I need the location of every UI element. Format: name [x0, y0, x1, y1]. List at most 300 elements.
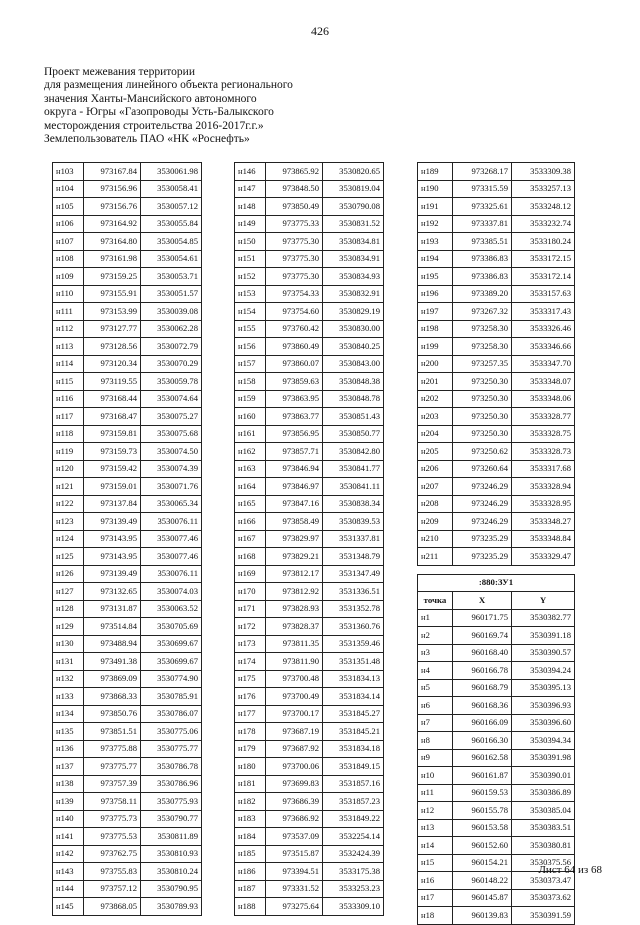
point-id-cell: н171 — [235, 600, 266, 618]
y-coordinate-cell: 3531348.79 — [323, 548, 384, 566]
column-header-point: точка — [418, 592, 453, 610]
point-id-cell: н159 — [235, 390, 266, 408]
table-row — [235, 600, 384, 618]
table-row — [418, 390, 575, 408]
table-row — [235, 180, 384, 198]
x-coordinate-cell: 960168.40 — [453, 644, 512, 662]
point-id-cell: н4 — [418, 662, 453, 680]
table-row — [235, 233, 384, 251]
y-coordinate-cell: 3533326.46 — [512, 320, 575, 338]
table-row — [235, 688, 384, 706]
table-row — [235, 495, 384, 513]
y-coordinate-cell: 3533348.84 — [512, 530, 575, 548]
x-coordinate-cell: 973156.76 — [84, 198, 141, 216]
x-coordinate-cell: 973762.75 — [84, 845, 141, 863]
point-id-cell: н121 — [53, 478, 84, 496]
x-coordinate-cell: 973235.29 — [453, 530, 512, 548]
x-coordinate-cell: 973775.77 — [84, 758, 141, 776]
point-id-cell: н110 — [53, 285, 84, 303]
y-coordinate-cell: 3533157.63 — [512, 285, 575, 303]
point-id-cell: н190 — [418, 180, 453, 198]
table-row — [418, 425, 575, 443]
y-coordinate-cell: 3533328.75 — [512, 425, 575, 443]
x-coordinate-cell: 973514.84 — [84, 618, 141, 636]
point-id-cell: н128 — [53, 600, 84, 618]
y-coordinate-cell: 3530054.61 — [141, 250, 202, 268]
table-row — [235, 670, 384, 688]
x-coordinate-cell: 960168.79 — [453, 679, 512, 697]
x-coordinate-cell: 973119.55 — [84, 373, 141, 391]
point-id-cell: н131 — [53, 653, 84, 671]
x-coordinate-cell: 973775.30 — [266, 250, 323, 268]
x-coordinate-cell: 973394.51 — [266, 863, 323, 881]
point-id-cell: н148 — [235, 198, 266, 216]
y-coordinate-cell: 3530391.98 — [512, 749, 575, 767]
point-id-cell: н172 — [235, 618, 266, 636]
y-coordinate-cell: 3530063.52 — [141, 600, 202, 618]
point-id-cell: н187 — [235, 880, 266, 898]
y-coordinate-cell: 3531359.46 — [323, 635, 384, 653]
x-coordinate-cell: 973325.61 — [453, 198, 512, 216]
table-row — [235, 635, 384, 653]
y-coordinate-cell: 3533328.95 — [512, 495, 575, 513]
y-coordinate-cell: 3530705.69 — [141, 618, 202, 636]
point-id-cell: н18 — [418, 907, 453, 925]
point-id-cell: н147 — [235, 180, 266, 198]
point-id-cell: н151 — [235, 250, 266, 268]
y-coordinate-cell: 3530055.84 — [141, 215, 202, 233]
table-row — [53, 723, 202, 741]
y-coordinate-cell: 3530834.93 — [323, 268, 384, 286]
point-id-cell: н162 — [235, 443, 266, 461]
table-row — [53, 688, 202, 706]
x-coordinate-cell: 960162.58 — [453, 749, 512, 767]
x-coordinate-cell: 973757.12 — [84, 880, 141, 898]
point-id-cell: н184 — [235, 828, 266, 846]
x-coordinate-cell: 973268.17 — [453, 163, 512, 181]
y-coordinate-cell: 3530832.91 — [323, 285, 384, 303]
point-id-cell: н163 — [235, 460, 266, 478]
point-id-cell: н175 — [235, 670, 266, 688]
table-row — [418, 495, 575, 513]
table-row — [418, 215, 575, 233]
x-coordinate-cell: 960168.36 — [453, 697, 512, 715]
header-line: месторождения строительства 2016-2017г.г.» — [44, 119, 264, 132]
point-id-cell: н186 — [235, 863, 266, 881]
point-id-cell: н154 — [235, 303, 266, 321]
x-coordinate-cell: 973250.30 — [453, 373, 512, 391]
table-row — [235, 530, 384, 548]
point-id-cell: н108 — [53, 250, 84, 268]
x-coordinate-cell: 973700.48 — [266, 670, 323, 688]
y-coordinate-cell: 3530074.50 — [141, 443, 202, 461]
table-row — [418, 819, 575, 837]
point-id-cell: н138 — [53, 775, 84, 793]
y-coordinate-cell: 3530848.38 — [323, 373, 384, 391]
x-coordinate-cell: 973164.80 — [84, 233, 141, 251]
point-id-cell: н9 — [418, 749, 453, 767]
y-coordinate-cell: 3530076.11 — [141, 513, 202, 531]
table-row — [53, 583, 202, 601]
point-id-cell: н104 — [53, 180, 84, 198]
point-id-cell: н174 — [235, 653, 266, 671]
y-coordinate-cell: 3530386.89 — [512, 784, 575, 802]
table-row — [418, 513, 575, 531]
y-coordinate-cell: 3530786.07 — [141, 705, 202, 723]
point-id-cell: н161 — [235, 425, 266, 443]
point-id-cell: н164 — [235, 478, 266, 496]
x-coordinate-cell: 973850.76 — [84, 705, 141, 723]
x-coordinate-cell: 973775.88 — [84, 740, 141, 758]
table-row — [53, 460, 202, 478]
y-coordinate-cell: 3530075.27 — [141, 408, 202, 426]
x-coordinate-cell: 973846.97 — [266, 478, 323, 496]
x-coordinate-cell: 973859.63 — [266, 373, 323, 391]
point-id-cell: н144 — [53, 880, 84, 898]
x-coordinate-cell: 973235.29 — [453, 548, 512, 566]
y-coordinate-cell: 3530831.52 — [323, 215, 384, 233]
y-coordinate-cell: 3533317.43 — [512, 303, 575, 321]
table-row — [235, 303, 384, 321]
x-coordinate-cell: 973153.99 — [84, 303, 141, 321]
x-coordinate-cell: 973847.16 — [266, 495, 323, 513]
table-row — [235, 863, 384, 881]
point-id-cell: н137 — [53, 758, 84, 776]
y-coordinate-cell: 3530838.34 — [323, 495, 384, 513]
x-coordinate-cell: 960169.74 — [453, 627, 512, 645]
point-id-cell: н124 — [53, 530, 84, 548]
point-id-cell: н176 — [235, 688, 266, 706]
x-coordinate-cell: 973856.95 — [266, 425, 323, 443]
point-id-cell: н3 — [418, 644, 453, 662]
y-coordinate-cell: 3530074.39 — [141, 460, 202, 478]
x-coordinate-cell: 960166.30 — [453, 732, 512, 750]
x-coordinate-cell: 973775.30 — [266, 233, 323, 251]
table-row — [53, 600, 202, 618]
point-id-cell: н200 — [418, 355, 453, 373]
table-row — [235, 443, 384, 461]
x-coordinate-cell: 973850.49 — [266, 198, 323, 216]
x-coordinate-cell: 973775.33 — [266, 215, 323, 233]
table-row — [235, 478, 384, 496]
x-coordinate-cell: 973127.77 — [84, 320, 141, 338]
point-id-cell: н5 — [418, 679, 453, 697]
table-row — [53, 548, 202, 566]
y-coordinate-cell: 3530396.93 — [512, 697, 575, 715]
x-coordinate-cell: 973159.01 — [84, 478, 141, 496]
x-coordinate-cell: 960161.87 — [453, 767, 512, 785]
table-row — [53, 303, 202, 321]
x-coordinate-cell: 973246.29 — [453, 495, 512, 513]
point-id-cell: н106 — [53, 215, 84, 233]
y-coordinate-cell: 3530383.51 — [512, 819, 575, 837]
y-coordinate-cell: 3530396.60 — [512, 714, 575, 732]
x-coordinate-cell: 973246.29 — [453, 513, 512, 531]
table-row — [53, 635, 202, 653]
point-id-cell: н122 — [53, 495, 84, 513]
y-coordinate-cell: 3530775.06 — [141, 723, 202, 741]
table-row — [235, 845, 384, 863]
table-row — [418, 250, 575, 268]
x-coordinate-cell: 973167.84 — [84, 163, 141, 181]
y-coordinate-cell: 3531337.81 — [323, 530, 384, 548]
point-id-cell: н195 — [418, 268, 453, 286]
table-row — [53, 828, 202, 846]
point-id-cell: н153 — [235, 285, 266, 303]
point-id-cell: н198 — [418, 320, 453, 338]
point-id-cell: н168 — [235, 548, 266, 566]
x-coordinate-cell: 973155.91 — [84, 285, 141, 303]
y-coordinate-cell: 3530774.90 — [141, 670, 202, 688]
y-coordinate-cell: 3530382.77 — [512, 609, 575, 627]
y-coordinate-cell: 3530070.29 — [141, 355, 202, 373]
y-coordinate-cell: 3530842.80 — [323, 443, 384, 461]
table-row — [418, 802, 575, 820]
y-coordinate-cell: 3533253.23 — [323, 880, 384, 898]
x-coordinate-cell: 960152.60 — [453, 837, 512, 855]
point-id-cell: н205 — [418, 443, 453, 461]
point-id-cell: н145 — [53, 898, 84, 916]
y-coordinate-cell: 3530810.93 — [141, 845, 202, 863]
y-coordinate-cell: 3531352.78 — [323, 600, 384, 618]
y-coordinate-cell: 3531857.23 — [323, 793, 384, 811]
point-id-cell: н181 — [235, 775, 266, 793]
table-row — [235, 618, 384, 636]
table-row — [53, 845, 202, 863]
table-row — [53, 565, 202, 583]
table-row — [235, 285, 384, 303]
y-coordinate-cell: 3530820.65 — [323, 163, 384, 181]
point-id-cell: н103 — [53, 163, 84, 181]
point-id-cell: н119 — [53, 443, 84, 461]
y-coordinate-cell: 3531351.48 — [323, 653, 384, 671]
point-id-cell: н136 — [53, 740, 84, 758]
y-coordinate-cell: 3533328.94 — [512, 478, 575, 496]
point-id-cell: н157 — [235, 355, 266, 373]
x-coordinate-cell: 973137.84 — [84, 495, 141, 513]
table-row — [53, 530, 202, 548]
y-coordinate-cell: 3531849.15 — [323, 758, 384, 776]
table-row — [418, 697, 575, 715]
table-row — [53, 250, 202, 268]
table-row — [418, 180, 575, 198]
table-row — [53, 705, 202, 723]
y-coordinate-cell: 3530380.81 — [512, 837, 575, 855]
y-coordinate-cell: 3530786.78 — [141, 758, 202, 776]
point-id-cell: н2 — [418, 627, 453, 645]
y-coordinate-cell: 3533328.77 — [512, 408, 575, 426]
table-row — [235, 390, 384, 408]
point-id-cell: н211 — [418, 548, 453, 566]
point-id-cell: н196 — [418, 285, 453, 303]
x-coordinate-cell: 973143.95 — [84, 530, 141, 548]
y-coordinate-cell: 3531845.27 — [323, 705, 384, 723]
point-id-cell: н113 — [53, 338, 84, 356]
y-coordinate-cell: 3530053.71 — [141, 268, 202, 286]
table-row — [53, 233, 202, 251]
x-coordinate-cell: 973159.73 — [84, 443, 141, 461]
x-coordinate-cell: 973829.21 — [266, 548, 323, 566]
x-coordinate-cell: 973250.30 — [453, 408, 512, 426]
point-id-cell: н120 — [53, 460, 84, 478]
x-coordinate-cell: 973515.87 — [266, 845, 323, 863]
table-row — [418, 784, 575, 802]
point-id-cell: н8 — [418, 732, 453, 750]
section-title: :880:ЗУ1 — [418, 574, 575, 592]
column-header-y: Y — [512, 592, 575, 610]
y-coordinate-cell: 3530841.77 — [323, 460, 384, 478]
y-coordinate-cell: 3533347.70 — [512, 355, 575, 373]
table-row — [418, 320, 575, 338]
coordinates-table-column-3 — [417, 162, 575, 925]
x-coordinate-cell: 973389.20 — [453, 285, 512, 303]
y-coordinate-cell: 3530785.91 — [141, 688, 202, 706]
table-row — [53, 478, 202, 496]
table-row — [53, 740, 202, 758]
x-coordinate-cell: 973250.62 — [453, 443, 512, 461]
x-coordinate-cell: 960154.21 — [453, 854, 512, 872]
table-row — [53, 653, 202, 671]
point-id-cell: н165 — [235, 495, 266, 513]
y-coordinate-cell: 3530065.34 — [141, 495, 202, 513]
y-coordinate-cell: 3533309.38 — [512, 163, 575, 181]
point-id-cell: н166 — [235, 513, 266, 531]
point-id-cell: н167 — [235, 530, 266, 548]
y-coordinate-cell: 3530775.77 — [141, 740, 202, 758]
table-row — [235, 705, 384, 723]
y-coordinate-cell: 3531845.21 — [323, 723, 384, 741]
point-id-cell: н170 — [235, 583, 266, 601]
table-row — [235, 373, 384, 391]
table-row — [53, 443, 202, 461]
y-coordinate-cell: 3533348.07 — [512, 373, 575, 391]
y-coordinate-cell: 3531849.22 — [323, 810, 384, 828]
table-row — [418, 285, 575, 303]
y-coordinate-cell: 3530373.62 — [512, 889, 575, 907]
table-row — [53, 198, 202, 216]
y-coordinate-cell: 3530811.89 — [141, 828, 202, 846]
y-coordinate-cell: 3530830.00 — [323, 320, 384, 338]
table-row — [418, 679, 575, 697]
x-coordinate-cell: 973857.71 — [266, 443, 323, 461]
x-coordinate-cell: 973757.39 — [84, 775, 141, 793]
table-row — [235, 583, 384, 601]
point-id-cell: н191 — [418, 198, 453, 216]
table-row — [235, 215, 384, 233]
point-id-cell: н11 — [418, 784, 453, 802]
x-coordinate-cell: 973869.09 — [84, 670, 141, 688]
point-id-cell: н112 — [53, 320, 84, 338]
point-id-cell: н6 — [418, 697, 453, 715]
table-row — [53, 163, 202, 181]
point-id-cell: н140 — [53, 810, 84, 828]
y-coordinate-cell: 3533329.47 — [512, 548, 575, 566]
table-row — [235, 513, 384, 531]
point-id-cell: н206 — [418, 460, 453, 478]
table-row — [418, 530, 575, 548]
x-coordinate-cell: 973687.92 — [266, 740, 323, 758]
x-coordinate-cell: 973754.60 — [266, 303, 323, 321]
point-id-cell: н115 — [53, 373, 84, 391]
point-id-cell: н126 — [53, 565, 84, 583]
y-coordinate-cell: 3530391.59 — [512, 907, 575, 925]
table-row — [53, 320, 202, 338]
x-coordinate-cell: 973260.64 — [453, 460, 512, 478]
point-id-cell: н14 — [418, 837, 453, 855]
point-id-cell: н150 — [235, 233, 266, 251]
x-coordinate-cell: 960171.75 — [453, 609, 512, 627]
point-id-cell: н208 — [418, 495, 453, 513]
table-row — [418, 714, 575, 732]
y-coordinate-cell: 3532254.14 — [323, 828, 384, 846]
point-id-cell: н203 — [418, 408, 453, 426]
table-row — [235, 758, 384, 776]
table-row — [53, 338, 202, 356]
y-coordinate-cell: 3530062.28 — [141, 320, 202, 338]
point-id-cell: н125 — [53, 548, 84, 566]
y-coordinate-cell: 3530391.18 — [512, 627, 575, 645]
table-row — [53, 670, 202, 688]
point-id-cell: н158 — [235, 373, 266, 391]
point-id-cell: н107 — [53, 233, 84, 251]
x-coordinate-cell: 973846.94 — [266, 460, 323, 478]
point-id-cell: н193 — [418, 233, 453, 251]
y-coordinate-cell: 3533348.06 — [512, 390, 575, 408]
x-coordinate-cell: 973159.81 — [84, 425, 141, 443]
table-row — [235, 565, 384, 583]
point-id-cell: н178 — [235, 723, 266, 741]
table-row — [53, 355, 202, 373]
y-coordinate-cell: 3533346.66 — [512, 338, 575, 356]
x-coordinate-cell: 973267.32 — [453, 303, 512, 321]
x-coordinate-cell: 973139.49 — [84, 565, 141, 583]
header-line: Землепользователь ПАО «НК «Роснефть» — [44, 133, 250, 146]
table-row — [53, 215, 202, 233]
table-row — [418, 644, 575, 662]
y-coordinate-cell: 3533317.68 — [512, 460, 575, 478]
x-coordinate-cell: 973488.94 — [84, 635, 141, 653]
point-id-cell: н194 — [418, 250, 453, 268]
table-row — [418, 408, 575, 426]
y-coordinate-cell: 3530790.95 — [141, 880, 202, 898]
y-coordinate-cell: 3533232.74 — [512, 215, 575, 233]
x-coordinate-cell: 973491.38 — [84, 653, 141, 671]
y-coordinate-cell: 3530076.11 — [141, 565, 202, 583]
section-title-row — [418, 574, 575, 592]
y-coordinate-cell: 3530775.93 — [141, 793, 202, 811]
x-coordinate-cell: 973760.42 — [266, 320, 323, 338]
table-row — [418, 627, 575, 645]
point-id-cell: н129 — [53, 618, 84, 636]
table-row — [53, 180, 202, 198]
point-id-cell: н135 — [53, 723, 84, 741]
point-id-cell: н130 — [53, 635, 84, 653]
table-row — [53, 268, 202, 286]
x-coordinate-cell: 973829.97 — [266, 530, 323, 548]
x-coordinate-cell: 973257.35 — [453, 355, 512, 373]
y-coordinate-cell: 3530834.81 — [323, 233, 384, 251]
x-coordinate-cell: 973386.83 — [453, 250, 512, 268]
table-row — [235, 898, 384, 916]
point-id-cell: н197 — [418, 303, 453, 321]
x-coordinate-cell: 973315.59 — [453, 180, 512, 198]
table-row — [53, 810, 202, 828]
table-row — [53, 880, 202, 898]
table-row — [53, 775, 202, 793]
y-coordinate-cell: 3531834.14 — [323, 688, 384, 706]
y-coordinate-cell: 3533175.38 — [323, 863, 384, 881]
x-coordinate-cell: 973868.33 — [84, 688, 141, 706]
